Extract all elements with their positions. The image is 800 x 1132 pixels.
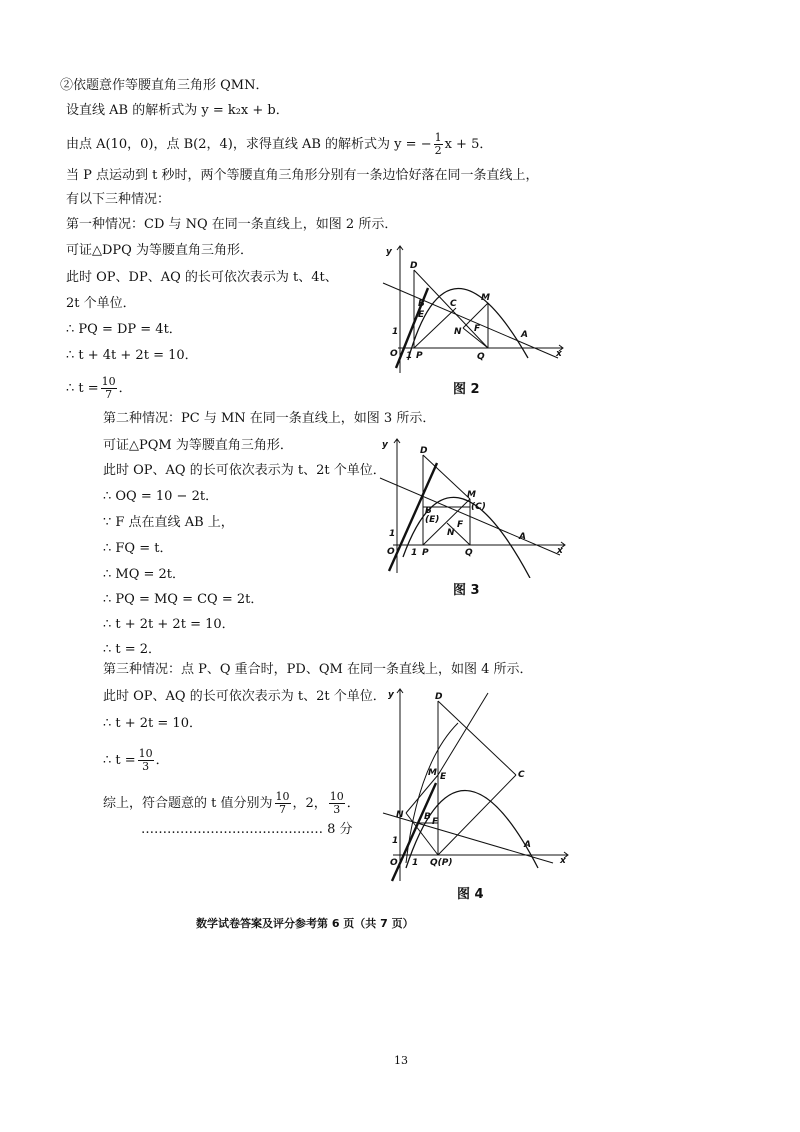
- fig3-label-y: y: [382, 440, 388, 450]
- fraction-den: 3: [142, 760, 150, 773]
- case3-line-c-end: ．: [155, 753, 169, 768]
- fig2-label-d: D: [410, 261, 418, 271]
- case2-line-d: ∵ F 点在直线 AB 上，: [103, 515, 234, 530]
- fraction-ten-three: [329, 791, 345, 816]
- page-footer: 数学试卷答案及评分参考第 6 页（共 7 页）: [196, 917, 414, 930]
- case3-line-b: ∴ t + 2t = 10．: [103, 716, 202, 731]
- figure-3: [375, 433, 570, 578]
- score-line: …………………………………… 8 分: [141, 822, 353, 837]
- fig2-label-e: E: [418, 310, 425, 320]
- fraction-num: 10: [138, 747, 153, 760]
- case2-line-g: ∴ PQ = MQ = CQ = 2t．: [103, 592, 264, 607]
- fig4-label-a: A: [524, 840, 531, 850]
- fig2-label-x: x: [556, 349, 562, 359]
- case2-line-e: ∴ FQ = t．: [103, 541, 173, 556]
- fig4-label-y: y: [388, 690, 394, 700]
- fig3-label-one-y: 1: [389, 529, 396, 539]
- fraction-den: 7: [279, 803, 286, 816]
- case3-heading: 第三种情况：点 P、Q 重合时，PD、QM 在同一条直线上，如图 4 所示．: [103, 662, 533, 677]
- fig3-label-c: (C): [471, 502, 486, 512]
- fraction-num: 10: [329, 790, 344, 803]
- case2-line-h: ∴ t + 2t + 2t = 10．: [103, 617, 235, 632]
- figure-3-caption: 图 3: [453, 583, 480, 598]
- fig4-label-d: D: [435, 692, 443, 702]
- case1-line-f-end: ．: [118, 381, 132, 396]
- case2-heading: 第二种情况：PC 与 MN 在同一条直线上，如图 3 所示．: [103, 411, 436, 426]
- segment-nm: [406, 775, 438, 813]
- case1-line-a: 可证△DPQ 为等腰直角三角形．: [66, 243, 253, 258]
- case3-line-a: 此时 OP、AQ 的长可依次表示为 t、2t 个单位．: [103, 689, 386, 704]
- figure-2-caption: 图 2: [453, 382, 480, 397]
- fig3-label-e: (E): [425, 515, 440, 525]
- fraction-ten-seven: [275, 791, 291, 816]
- fig2-label-q: Q: [477, 352, 485, 362]
- fig4-label-e: E: [440, 772, 447, 782]
- fraction-num: 10: [101, 375, 116, 388]
- fraction-den: 2: [434, 144, 442, 157]
- fraction-den: 3: [333, 803, 341, 816]
- figure-2: [378, 238, 568, 378]
- line-intro-3: [66, 132, 492, 157]
- fig3-label-x: x: [557, 546, 563, 556]
- summary-line: [103, 791, 360, 816]
- line-intro-2: 设直线 AB 的解析式为 y = k₂x + b．: [66, 103, 289, 118]
- fig2-label-b: B: [418, 299, 425, 309]
- fig3-label-a: A: [519, 532, 526, 542]
- fig2-label-o: O: [390, 349, 398, 359]
- parabola: [408, 288, 528, 360]
- fig2-label-p: P: [416, 351, 423, 361]
- fig4-label-m: M: [428, 768, 437, 778]
- line-intro-3-b: x + 5．: [444, 137, 493, 152]
- fig3-label-o: O: [387, 547, 395, 557]
- line-intro-3-a: 由点 A(10，0)，点 B(2，4)，求得直线 AB 的解析式为 y = −: [66, 137, 432, 152]
- fig3-label-f: F: [457, 520, 464, 530]
- parabola: [406, 791, 538, 869]
- fig3-label-m: M: [467, 490, 476, 500]
- fig2-label-f: F: [474, 324, 481, 334]
- line-intro-4: 当 P 点运动到 t 秒时，两个等腰直角三角形分别有一条边恰好落在同一条直线上，: [66, 168, 539, 183]
- summary-text-a: 综上，符合题意的 t 值分别为: [103, 796, 273, 811]
- case3-line-c-text: ∴ t =: [103, 753, 136, 768]
- fig4-label-b: B: [424, 812, 431, 822]
- case2-line-i: ∴ t = 2．: [103, 642, 162, 657]
- fig3-label-one-x: 1: [411, 548, 418, 558]
- fraction-num: 1: [434, 131, 442, 144]
- case2-line-f: ∴ MQ = 2t．: [103, 567, 186, 582]
- case1-heading: 第一种情况：CD 与 NQ 在同一条直线上，如图 2 所示．: [66, 217, 398, 232]
- case2-line-a: 可证△PQM 为等腰直角三角形．: [103, 438, 293, 453]
- case2-line-b: 此时 OP、AQ 的长可依次表示为 t、2t 个单位．: [103, 463, 386, 478]
- fig3-label-d: D: [420, 446, 428, 456]
- fraction-den: 7: [105, 388, 113, 401]
- fig3-label-b: B: [425, 506, 432, 516]
- case1-line-b: 此时 OP、DP、AQ 的长可依次表示为 t、4t、: [66, 270, 338, 285]
- fraction-ten-three: [138, 748, 154, 773]
- summary-text-c: ．: [346, 796, 360, 811]
- case1-line-f: [66, 376, 132, 401]
- fig2-label-one-y: 1: [392, 327, 399, 337]
- fraction-half: [434, 132, 443, 157]
- segment-dq: [414, 270, 488, 348]
- fig2-label-c: C: [450, 299, 457, 309]
- fig4-label-one-x: 1: [412, 858, 419, 868]
- figure-4: [378, 683, 573, 883]
- segment-dc: [438, 701, 516, 775]
- fig3-label-n: N: [447, 528, 455, 538]
- case1-line-f-text: ∴ t =: [66, 381, 99, 396]
- case1-line-d: ∴ PQ = DP = 4t．: [66, 322, 182, 337]
- fig2-label-a: A: [521, 330, 528, 340]
- fig4-label-o: O: [390, 858, 398, 868]
- fraction-num: 10: [275, 790, 290, 803]
- case2-line-c: ∴ OQ = 10 − 2t．: [103, 489, 219, 504]
- summary-text-b: ，2，: [292, 796, 327, 811]
- case3-line-c: [103, 748, 169, 773]
- fig4-label-x: x: [560, 856, 566, 866]
- case1-line-c: 2t 个单位．: [66, 296, 136, 311]
- fraction-ten-seven: [101, 376, 117, 401]
- fig4-label-c: C: [518, 770, 525, 780]
- fig3-label-q: Q: [465, 548, 473, 558]
- line-me: [438, 693, 488, 775]
- fig4-label-one-y: 1: [392, 836, 399, 846]
- fig3-label-p: P: [422, 548, 429, 558]
- fig2-label-y: y: [386, 247, 392, 257]
- fig4-label-n: N: [396, 810, 404, 820]
- line-intro-5: 有以下三种情况：: [66, 192, 171, 207]
- line-intro-1: ②依题意作等腰直角三角形 QMN．: [60, 78, 269, 93]
- page-number: 13: [394, 1054, 408, 1067]
- fig2-label-m: M: [481, 293, 490, 303]
- fig4-label-f: F: [432, 817, 439, 827]
- fig4-label-qp: Q(P): [430, 858, 453, 868]
- fig2-label-n: N: [454, 327, 462, 337]
- parabola: [403, 497, 530, 578]
- figure-4-caption: 图 4: [457, 887, 484, 902]
- fig2-label-one-x: 1: [406, 351, 413, 361]
- case1-line-e: ∴ t + 4t + 2t = 10．: [66, 348, 198, 363]
